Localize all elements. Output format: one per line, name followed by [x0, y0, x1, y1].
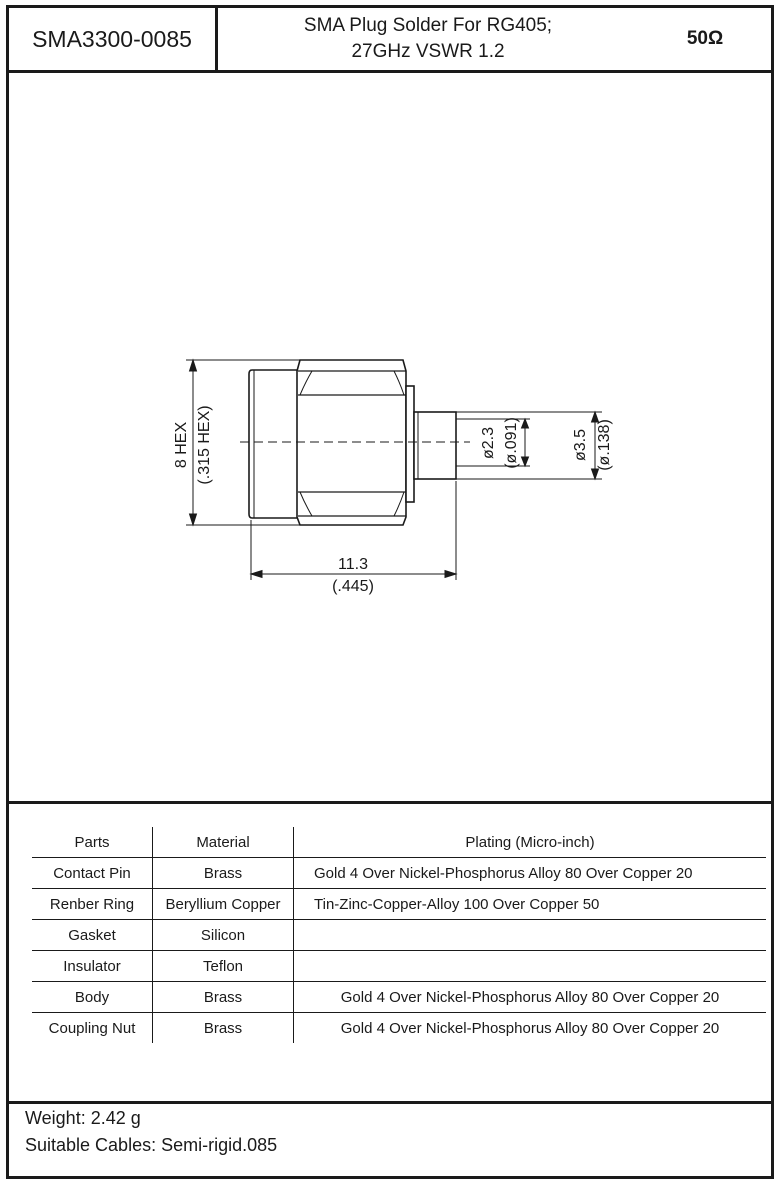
cell-plating: Gold 4 Over Nickel-Phosphorus Alloy 80 Over Copper 20 — [340, 1019, 720, 1037]
part-number: SMA3300-0085 — [9, 8, 218, 70]
cell-plating — [294, 920, 767, 951]
table-row — [32, 951, 766, 982]
cell-material: Teflon — [153, 951, 294, 982]
cell-plating: Gold 4 Over Nickel-Phosphorus Alloy 80 Over Copper 20 — [294, 982, 767, 1013]
length-in: (.445) — [332, 578, 374, 595]
header-material: Material — [153, 827, 294, 858]
description-line-2: 27GHz VSWR 1.2 — [351, 41, 505, 62]
table-row — [32, 889, 766, 920]
table-row — [32, 920, 766, 951]
table-header-row — [32, 827, 766, 858]
ferrule-dia-in: (ø.138) — [596, 419, 613, 471]
cell-part: Coupling Nut — [32, 1013, 153, 1044]
table-row — [32, 1013, 766, 1044]
header-plating: Plating (Micro-inch) — [294, 827, 767, 858]
length-mm: 11.3 — [338, 556, 368, 573]
materials-table — [32, 827, 766, 1043]
table-row — [32, 982, 766, 1013]
specs-footer — [9, 1104, 771, 1176]
cell-material: Brass — [153, 982, 294, 1013]
cell-material: Beryllium Copper — [153, 889, 294, 920]
header-parts: Parts — [32, 827, 153, 858]
cell-part: Renber Ring — [32, 889, 153, 920]
ferrule-outline — [414, 412, 456, 479]
cell-part: Insulator — [32, 951, 153, 982]
coupling-collar-outline — [249, 370, 300, 518]
hex-dim-in: (.315 HEX) — [196, 405, 213, 485]
pin-dia-in: (ø.091) — [503, 417, 520, 469]
datasheet — [6, 5, 774, 1179]
pin-dia-mm: ø2.3 — [480, 426, 497, 460]
description-line-1: SMA Plug Solder For RG405; — [303, 15, 553, 36]
weight-text: Weight: 2.42 g — [25, 1108, 141, 1128]
cell-part: Body — [32, 982, 153, 1013]
cell-plating: Tin-Zinc-Copper-Alloy 100 Over Copper 50 — [294, 889, 767, 920]
hex-dim-mm: 8 HEX — [173, 421, 190, 469]
table-row — [32, 858, 766, 889]
connector-drawing — [0, 3, 780, 803]
technical-drawing — [9, 73, 771, 804]
impedance: 50Ω — [686, 28, 724, 49]
cell-material: Brass — [153, 1013, 294, 1044]
cell-material: Brass — [153, 858, 294, 889]
cell-plating: Gold 4 Over Nickel-Phosphorus Alloy 80 Over Copper 20 — [294, 858, 767, 889]
cell-material: Silicon — [153, 920, 294, 951]
cell-part: Contact Pin — [32, 858, 153, 889]
ferrule-dia-mm: ø3.5 — [572, 428, 589, 462]
cell-plating — [294, 951, 767, 982]
materials-section — [9, 804, 771, 1104]
cell-part: Gasket — [32, 920, 153, 951]
cables-text: Suitable Cables: Semi-rigid.085 — [25, 1135, 278, 1155]
